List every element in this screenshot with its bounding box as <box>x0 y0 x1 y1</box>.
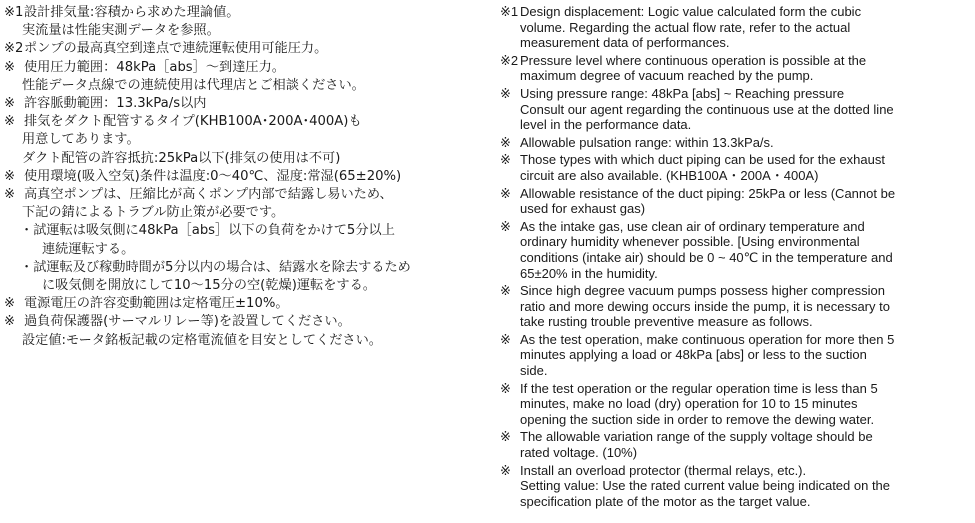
note-body <box>520 86 970 133</box>
note-mark: ※ <box>4 296 16 312</box>
note-mark: ※ <box>4 187 16 203</box>
note-mark: ※ <box>4 114 16 130</box>
bullet-mark: ・ <box>20 259 34 275</box>
note-line: 試運転及び稼動時間が5分以内の場合は、結露水を除去するため <box>33 259 411 275</box>
note-body <box>520 53 970 84</box>
jp-note-1 <box>4 4 479 40</box>
en-note-10 <box>500 381 970 428</box>
note-line: 排気をダクト配管するタイプ(KHB100A･200A･400A)も <box>24 114 362 130</box>
note-line: opening the suction side in order to remove the dewing water. <box>520 411 875 427</box>
en-note-3 <box>500 86 970 133</box>
note-mark: ※ <box>500 283 511 299</box>
note-line: ポンプの最高真空到達点で連続運転使用可能圧力。 <box>24 41 328 57</box>
note-line: minutes, make no load (dry) operation for 10 to 15 minutes <box>520 396 858 412</box>
note-body <box>520 283 970 330</box>
note-mark: ※ <box>500 429 511 445</box>
note-mark: ※ <box>4 168 16 184</box>
note-line: 用意してあります。 <box>22 132 140 148</box>
note-line: 性能データ点線での連続使用は代理店とご相談ください。 <box>22 77 365 93</box>
note-line: As the intake gas, use clean air of ordinary temperature and <box>520 218 865 234</box>
note-line: conditions (intake air) should be 0 ~ 40℃ in the temperature and <box>520 249 893 265</box>
note-line: Pressure level where continuous operation is possible at the <box>520 52 867 68</box>
jp-note-5 <box>4 113 479 168</box>
note-line: 電源電圧の許容変動範囲は定格電圧±10%。 <box>24 296 289 312</box>
note-mark: ※ <box>500 185 511 201</box>
note-line: maximum degree of vacuum reached by the pump. <box>520 68 814 84</box>
english-notes-column <box>500 4 970 509</box>
note-line: ダクト配管の許容抵抗:25kPa以下(排気の使用は不可) <box>22 150 341 166</box>
note-line: Using pressure range: 48kPa [abs] ~ Reaching pressure <box>520 85 845 101</box>
note-mark: ※2 <box>4 41 24 57</box>
jp-note-7 <box>4 186 479 222</box>
note-line: rated voltage. (10%) <box>520 445 638 461</box>
en-note-7 <box>500 219 970 281</box>
note-line: As the test operation, make continuous operation for more then 5 <box>520 331 895 347</box>
note-body <box>520 463 970 510</box>
note-line: 試運転は吸気側に48kPa［abs］以下の負荷をかけて5分以上 <box>33 223 395 239</box>
note-line: Setting value: Use the rated current value being indicated on the <box>520 478 891 494</box>
note-body <box>520 4 970 51</box>
note-mark: ※ <box>500 218 511 234</box>
note-line: side. <box>520 363 548 379</box>
note-body <box>520 429 970 460</box>
note-line: 使用圧力範囲：48kPa［abs］～到達圧力。 <box>24 59 285 75</box>
note-line: specification plate of the motor as the target value. <box>520 493 811 509</box>
japanese-notes-column <box>4 4 479 350</box>
en-note-4 <box>500 135 970 151</box>
en-note-8 <box>500 283 970 330</box>
note-line: ratio and more dewing occurs inside the pump, it is necessary to <box>520 298 890 314</box>
en-note-1 <box>500 4 970 51</box>
note-line: Those types with which duct piping can be used for the exhaust <box>520 152 885 168</box>
note-line: take rusting trouble preventive measure as follows. <box>520 314 813 330</box>
note-mark: ※ <box>500 152 511 168</box>
note-body <box>520 332 970 379</box>
note-line: circuit are also available. (KHB100A・200A・400A) <box>520 167 819 183</box>
note-mark: ※ <box>500 462 511 478</box>
en-note-9 <box>500 332 970 379</box>
note-line: used for exhaust gas) <box>520 201 646 217</box>
jp-note-6 <box>4 168 479 186</box>
note-line: Design displacement: Logic value calculated form the cubic <box>520 4 862 19</box>
note-body <box>520 219 970 281</box>
note-line: Consult our agent regarding the continuous use at the dotted line <box>520 101 894 117</box>
note-line: 許容脈動範囲：13.3kPa/s以内 <box>24 96 207 112</box>
note-line: Install an overload protector (thermal relays, etc.). <box>520 462 807 478</box>
note-mark: ※ <box>4 314 16 330</box>
jp-bullet-2 <box>4 259 479 295</box>
note-mark: ※ <box>4 59 16 75</box>
jp-note-3 <box>4 59 479 95</box>
note-mark: ※ <box>500 380 511 396</box>
en-note-2 <box>500 53 970 84</box>
note-line: Allowable pulsation range: within 13.3kPa/s. <box>520 134 774 150</box>
note-line: 下記の錆によるトラブル防止策が必要です。 <box>22 205 285 221</box>
note-line: 設定値:モータ銘板記載の定格電流値を目安としてください。 <box>22 332 382 348</box>
note-line: volume. Regarding the actual flow rate, refer to the actual <box>520 19 851 35</box>
note-mark: ※ <box>4 96 16 112</box>
note-line: minutes applying a load or 48kPa [abs] or less to the suction <box>520 347 867 363</box>
note-line: 連続運転する。 <box>42 241 135 257</box>
note-mark: ※2 <box>500 52 519 68</box>
note-mark: ※ <box>500 85 511 101</box>
jp-note-9 <box>4 313 479 349</box>
note-mark: ※1 <box>4 5 24 20</box>
en-note-12 <box>500 463 970 510</box>
note-line: The allowable variation range of the supply voltage should be <box>520 429 873 445</box>
note-line: level in the performance data. <box>520 117 692 133</box>
jp-note-4 <box>4 95 479 113</box>
note-body <box>520 135 970 151</box>
bullet-mark: ・ <box>20 223 34 239</box>
note-mark: ※1 <box>500 4 519 19</box>
en-note-11 <box>500 429 970 460</box>
note-line: 設計排気量:容積から求めた理論値。 <box>24 5 240 20</box>
note-body <box>520 186 970 217</box>
note-line: Since high degree vacuum pumps possess higher compression <box>520 283 885 299</box>
note-line: 過負荷保護器(サーマルリレー等)を設置してください。 <box>24 314 351 330</box>
note-body <box>520 152 970 183</box>
en-note-6 <box>500 186 970 217</box>
note-line: 65±20% in the humidity. <box>520 265 658 281</box>
jp-note-2 <box>4 40 479 58</box>
note-mark: ※ <box>500 331 511 347</box>
note-line: If the test operation or the regular operation time is less than 5 <box>520 380 878 396</box>
note-line: 高真空ポンプは、圧縮比が高くポンプ内部で結露し易いため、 <box>24 187 393 203</box>
jp-note-8 <box>4 295 479 313</box>
note-mark: ※ <box>500 134 511 150</box>
note-body <box>520 381 970 428</box>
jp-bullet-1 <box>4 222 479 258</box>
note-line: に吸気側を開放にして10～15分の空(乾燥)運転をする。 <box>42 278 376 294</box>
note-line: Allowable resistance of the duct piping: 25kPa or less (Cannot be <box>520 185 896 201</box>
note-line: measurement data of performances. <box>520 35 730 51</box>
note-line: ordinary humidity whenever possible. [Using environmental <box>520 234 860 250</box>
note-line: 実流量は性能実測データを参照。 <box>22 23 220 39</box>
note-line: 使用環境(吸入空気)条件は温度:0～40℃、湿度:常湿(65±20%) <box>24 168 402 184</box>
en-note-5 <box>500 152 970 183</box>
